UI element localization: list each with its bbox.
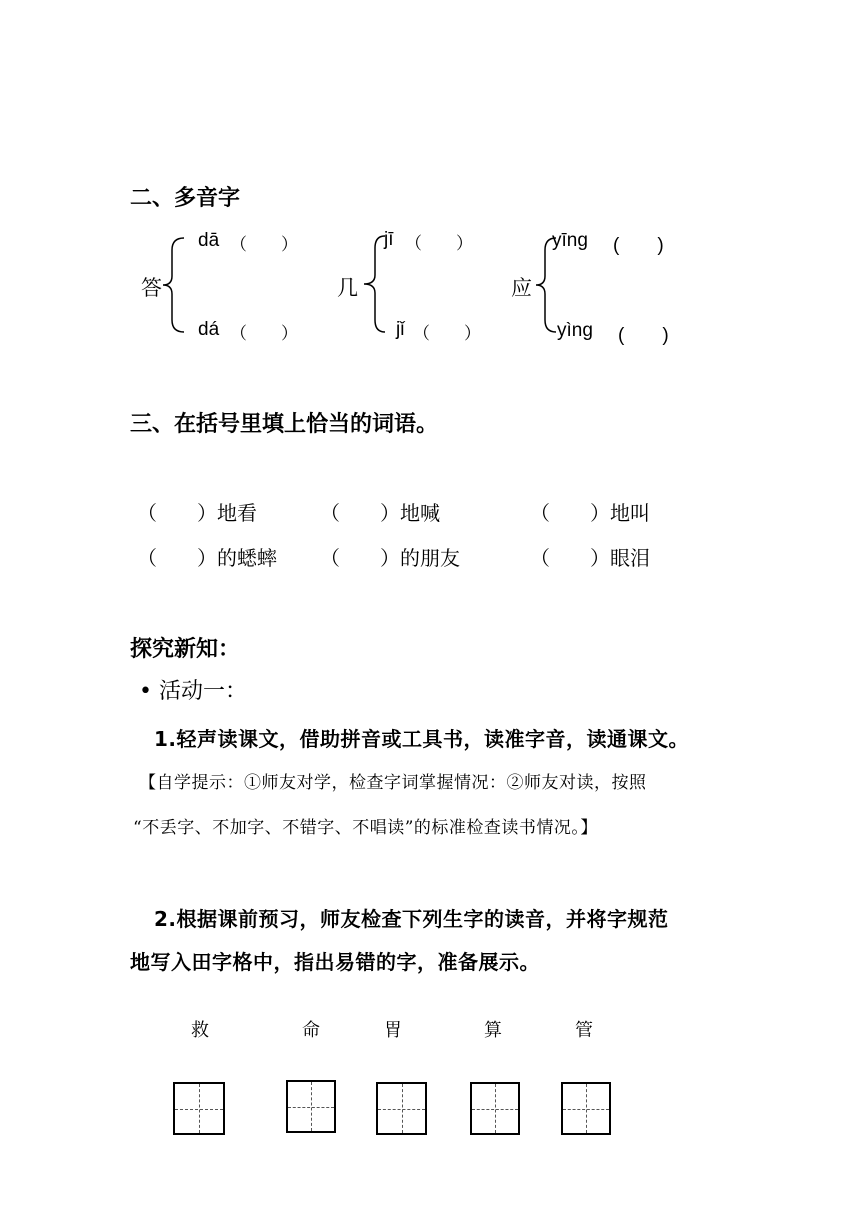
char-label-2: 命	[302, 1020, 320, 1041]
hint-line-1: 【自学提示：①师友对学，检查字词掌握情况：②师友对读，按照	[139, 773, 647, 793]
tianzige-grid-4[interactable]	[470, 1082, 520, 1135]
char-label-3: 胃	[384, 1020, 402, 1041]
item1-text: 1.轻声读课文，借助拼音或工具书，读准字音，读通课文。	[154, 727, 690, 751]
paren-da2: （ ）	[230, 324, 298, 344]
tianzige-grid-5[interactable]	[561, 1082, 611, 1135]
item2-line-1: 2.根据课前预习，师友检查下列生字的读音，并将字规范	[154, 907, 669, 931]
section2-title: 二、多音字	[130, 186, 241, 211]
paren-da1: （ ）	[230, 235, 298, 255]
pinyin-ying2: yìng	[557, 320, 593, 341]
polyphone-char-3: 应	[511, 276, 532, 300]
tianzige-grid-3[interactable]	[376, 1082, 427, 1135]
pinyin-ji2: jǐ	[396, 319, 405, 340]
tianzige-grid-2[interactable]	[286, 1080, 336, 1133]
paren-ji2: （ ）	[413, 324, 481, 344]
fill-blank-1: （ ）地看	[137, 501, 257, 525]
char-label-1: 救	[191, 1020, 209, 1041]
fill-blank-4: （ ）的蟋蟀	[137, 546, 277, 570]
activity-label: 活动一：	[158, 679, 247, 704]
polyphone-char-1: 答	[141, 276, 162, 300]
paren-ying2: ( )	[618, 325, 669, 346]
tianzige-grid-1[interactable]	[173, 1082, 225, 1135]
pinyin-ying1: yīng	[552, 230, 588, 251]
brace-1	[160, 236, 188, 334]
pinyin-ji1: jī	[384, 229, 394, 250]
item2-line-2: 地写入田字格中，指出易错的字，准备展示。	[130, 950, 540, 974]
fill-blank-6: （ ）眼泪	[530, 546, 650, 570]
bullet-icon: •	[139, 679, 152, 704]
pinyin-da2: dá	[198, 319, 220, 340]
section3-title: 三、在括号里填上恰当的词语。	[130, 412, 439, 437]
explore-title: 探究新知：	[130, 637, 241, 662]
paren-ji1: （ ）	[405, 234, 473, 254]
fill-blank-2: （ ）地喊	[320, 501, 440, 525]
activity-heading	[139, 674, 247, 705]
fill-blank-3: （ ）地叫	[530, 501, 650, 525]
char-label-4: 算	[484, 1020, 502, 1041]
char-label-5: 管	[575, 1020, 593, 1041]
hint-line-2: “不丢字、不加字、不错字、不唱读”的标准检查读书情况。】	[133, 818, 598, 838]
paren-ying1: ( )	[613, 235, 664, 256]
pinyin-da1: dā	[198, 230, 220, 251]
fill-blank-5: （ ）的朋友	[320, 546, 460, 570]
polyphone-char-2: 几	[337, 276, 358, 300]
